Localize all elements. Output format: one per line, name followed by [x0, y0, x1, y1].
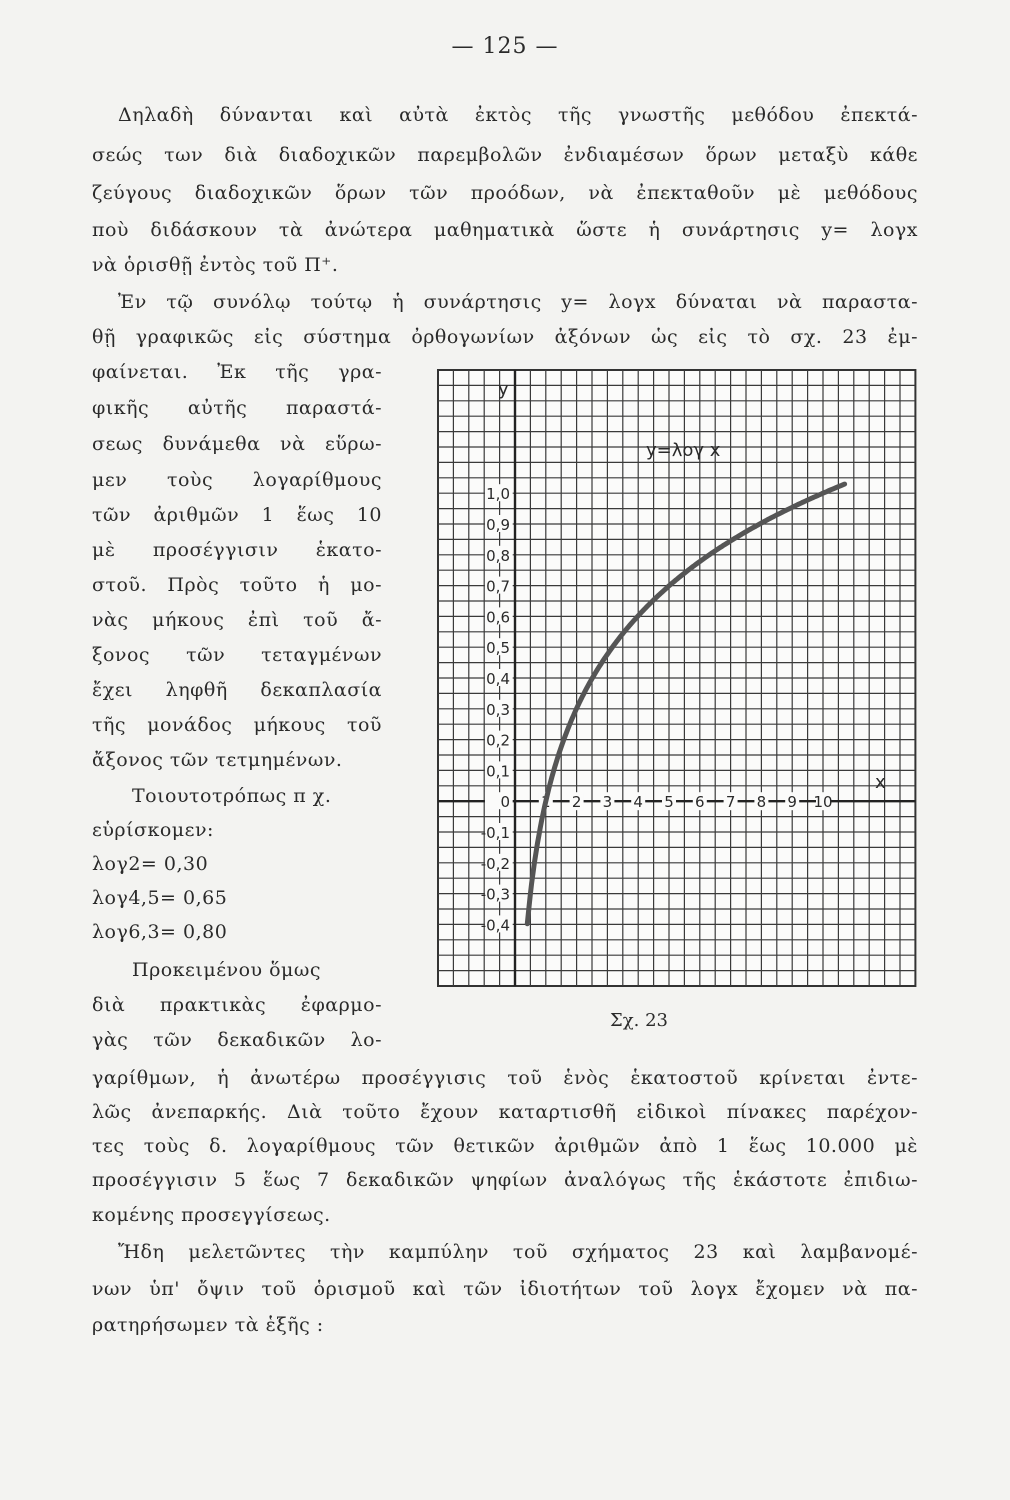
side-text-line: γὰς τῶν δεκαδικῶν λο-: [92, 1029, 382, 1051]
side-text-line: ἔχει ληφθῆ δεκαπλασία: [92, 679, 382, 701]
x-tick-label: 9: [787, 793, 797, 812]
text-line: λῶς ἀνεπαρκής. Διὰ τοῦτο ἔχουν καταρτισθῆ εἰδικοὶ πίνακες παρέχον-: [92, 1101, 918, 1123]
side-text-line: νὰς μήκους ἐπὶ τοῦ ἄ-: [92, 609, 382, 631]
y-tick-label: 0,4: [486, 670, 510, 688]
y-tick-label: 0,2: [486, 731, 510, 750]
side-text-line: τῆς μονάδος μήκους τοῦ: [92, 714, 382, 736]
curve-label: y=λογ x: [646, 440, 721, 461]
y-tick-label: 0,7: [486, 577, 510, 596]
x-tick-label: 1: [541, 793, 551, 812]
text-line: σεώς των διὰ διαδοχικῶν παρεμβολῶν ἐνδιαμέσων ὅρων μεταξὺ κάθε: [92, 144, 918, 166]
text-line: νων ὑπ' ὄψιν τοῦ ὁρισμοῦ καὶ τῶν ἰδιοτήτων τοῦ λογx ἔχομεν νὰ πα-: [92, 1278, 918, 1300]
figure-caption: Σχ. 23: [610, 1010, 668, 1031]
side-text-line: φικῆς αὐτῆς παραστά-: [92, 397, 382, 419]
y-tick-label: 0,9: [486, 516, 510, 534]
y-tick-label: -0,1: [480, 824, 510, 842]
side-text-line: τῶν ἀριθμῶν 1 ἕως 10: [92, 504, 382, 526]
text-line: γαρίθμων, ἡ ἀνωτέρω προσέγγισις τοῦ ἑνὸς ἑκατοστοῦ κρίνεται ἐντε-: [92, 1067, 918, 1089]
side-text-line: εὑρίσκομεν:: [92, 819, 214, 841]
x-tick-label: 4: [633, 793, 643, 812]
text-line: ζεύγους διαδοχικῶν ὅρων τῶν προόδων, νὰ ἐπεκταθοῦν μὲ μεθόδους: [92, 182, 918, 204]
text-line: Δηλαδὴ δύνανται καὶ αὐτὰ ἐκτὸς τῆς γνωστῆς μεθόδου ἐπεκτά-: [118, 104, 918, 126]
side-text-line: λογ6,3= 0,80: [92, 921, 228, 943]
x-tick-label: 7: [725, 793, 736, 812]
y-tick-label: 0: [500, 793, 510, 812]
side-text-line: διὰ πρακτικὰς ἐφαρμο-: [92, 994, 382, 1016]
side-text-line: Τοιουτοτρόπως π χ.: [132, 785, 332, 807]
side-text-line: στοῦ. Πρὸς τοῦτο ἡ μο-: [92, 574, 382, 596]
x-tick-label: 8: [756, 793, 767, 812]
x-tick-label: 6: [695, 793, 705, 812]
x-tick-label: 2: [571, 793, 582, 812]
side-text-line: μὲ προσέγγισιν ἑκατο-: [92, 539, 382, 561]
y-tick-label: -0,2: [480, 854, 510, 873]
x-tick-label: 5: [664, 793, 674, 812]
text-line: νὰ ὁρισθῇ ἐντὸς τοῦ Π⁺.: [92, 254, 339, 276]
y-tick-label: -0,3: [480, 885, 510, 904]
side-text-line: φαίνεται. Ἐκ τῆς γρα-: [92, 361, 382, 383]
y-tick-label: 0,5: [486, 639, 510, 658]
x-axis-label: x: [875, 772, 886, 793]
side-text-line: Προκειμένου ὅμως: [132, 959, 322, 981]
y-tick-label: 0,3: [486, 700, 510, 719]
side-text-line: μεν τοὺς λογαρίθμους: [92, 469, 382, 491]
text-line: θῇ γραφικῶς εἰς σύστημα ὀρθογωνίων ἀξόνων ὡς εἰς τὸ σχ. 23 ἐμ-: [92, 326, 918, 348]
y-axis-label: y: [498, 379, 509, 400]
x-tick-label: 3: [602, 793, 613, 812]
x-tick-label: 10: [813, 793, 833, 812]
y-tick-label: -0,4: [480, 916, 510, 935]
text-line: κομένης προσεγγίσεως.: [92, 1204, 331, 1226]
text-line: ρατηρήσωμεν τὰ ἑξῆς :: [92, 1314, 324, 1336]
side-text-line: σεως δυνάμεθα νὰ εὕρω-: [92, 433, 382, 455]
y-tick-label: 0,6: [486, 608, 510, 627]
y-tick-label: 0,1: [486, 762, 510, 781]
text-line: τες τοὺς δ. λογαρίθμους τῶν θετικῶν ἀριθμῶν ἀπὸ 1 ἕως 10.000 μὲ: [92, 1135, 918, 1157]
side-text-line: λογ2= 0,30: [92, 853, 209, 875]
page-number: — 125 —: [451, 34, 559, 59]
side-text-line: λογ4,5= 0,65: [92, 887, 228, 909]
y-tick-label: 0,8: [486, 546, 510, 565]
log-graph-figure: [420, 365, 920, 995]
text-line: προσέγγισιν 5 ἕως 7 δεκαδικῶν ψηφίων ἀναλόγως τῆς ἑκάστοτε ἐπιδιω-: [92, 1169, 918, 1191]
text-line: Ἤδη μελετῶντες τὴν καμπύλην τοῦ σχήματος 23 καὶ λαμβανομέ-: [118, 1241, 918, 1263]
side-text-line: ξονος τῶν τεταγμένων: [92, 644, 382, 666]
side-text-line: ἄξονος τῶν τετμημένων.: [92, 749, 343, 771]
y-tick-label: 1,0: [486, 485, 510, 504]
text-line: Ἐν τῷ συνόλῳ τούτῳ ἡ συνάρτησις y= λογx δύναται νὰ παραστα-: [118, 291, 918, 313]
text-line: ποὺ διδάσκουν τὰ ἀνώτερα μαθηματικὰ ὥστε ἡ συνάρτησις y= λογx: [92, 219, 918, 241]
